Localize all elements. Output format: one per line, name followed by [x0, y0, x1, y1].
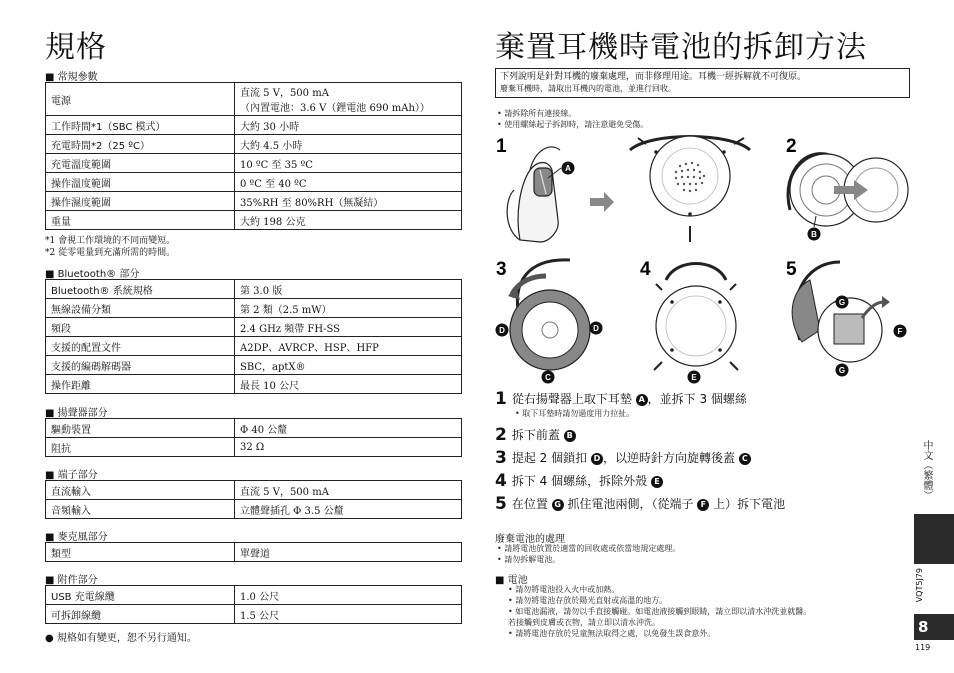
fig5-battery-removal [792, 262, 890, 362]
spec-label: 電源 [46, 83, 235, 116]
table-row [46, 605, 462, 624]
disposal-heading: 廢棄電池的處理 [495, 534, 565, 545]
spec-value: 35%RH 至 80%RH（無凝結） [235, 192, 462, 211]
spec-value: Φ 40 公釐 [235, 419, 462, 438]
svg-text:C: C [545, 373, 551, 382]
fig-label-e [688, 371, 701, 384]
table-row [46, 375, 462, 394]
spec-table-general [45, 82, 462, 230]
section-heading-general: ■ 常規參數 [45, 72, 98, 83]
fig-number-3: 3 [496, 259, 507, 280]
table-row [46, 356, 462, 375]
battery-precautions [508, 584, 908, 639]
svg-text:F: F [897, 327, 903, 336]
list-item: 若接觸到皮膚或衣物，請立即以清水沖洗。 [508, 618, 660, 627]
table-row [46, 299, 462, 318]
table-row [46, 337, 462, 356]
spec-table-speaker [45, 418, 462, 457]
spec-label: 操作溫度範圍 [46, 173, 235, 192]
table-row [46, 173, 462, 192]
spec-label: 重量 [46, 211, 235, 230]
step-marker-f: F [697, 499, 709, 511]
list-item: • 請勿將電池投入火中或加熱。 [508, 585, 620, 594]
section-heading-speaker: ■ 揚聲器部分 [45, 408, 108, 419]
next-arrow-icon [590, 192, 614, 212]
list-item: • 如電池漏液，請勿以手直接觸碰。如電池液接觸到眼睛，請立即以清水沖洗並就醫。 [508, 607, 812, 616]
spec-value: 大約 198 公克 [235, 211, 462, 230]
fig-label-f [894, 325, 907, 338]
fig-number-1: 1 [496, 136, 507, 157]
table-row [46, 543, 462, 562]
fig2-front-cover [788, 154, 908, 226]
section-heading-terminal: ■ 端子部分 [45, 470, 98, 481]
table-row [46, 154, 462, 173]
step-marker-c: C [739, 453, 751, 465]
spec-label: 操作距離 [46, 375, 235, 394]
footnote-1: *1 會視工作環境的不同而變短。 [45, 236, 176, 246]
svg-text:G: G [838, 298, 846, 307]
spec-label: 頻段 [46, 318, 235, 337]
fig4-housing-screws [654, 264, 738, 371]
disassembly-illustrations [490, 130, 915, 385]
spec-value: 1.5 公尺 [235, 605, 462, 624]
svg-text:D: D [499, 326, 505, 335]
footnote-2: *2 從零電量到充滿所需的時間。 [45, 248, 176, 258]
step-marker-d: D [591, 453, 603, 465]
table-row [46, 83, 462, 116]
spec-change-note: ● 規格如有變更，恕不另行通知。 [45, 633, 197, 644]
spec-value: 第 2 類（2.5 mW） [235, 299, 462, 318]
fig-label-g-top [836, 296, 849, 309]
spec-table-mic [45, 542, 462, 562]
fig-label-c [542, 371, 555, 384]
section-heading-accessory: ■ 附件部分 [45, 575, 98, 586]
notice-box [495, 68, 910, 98]
spec-label: 可拆卸線纜 [46, 605, 235, 624]
spec-value: 2.4 GHz 頻帶 FH-SS [235, 318, 462, 337]
spec-value: 立體聲插孔 Φ 3.5 公釐 [235, 500, 462, 519]
spec-label: 阻抗 [46, 438, 235, 457]
notice-line-1: 下列說明是針對耳機的廢棄處理，而非修理用途。耳機一經拆解就不可復原。 [500, 72, 807, 82]
page-number: 8 [914, 614, 954, 640]
spec-value: 大約 30 小時 [235, 116, 462, 135]
fig3-rotate-cover [508, 260, 590, 370]
spec-table-bluetooth [45, 279, 462, 394]
language-tab-label: 中文（繁體） [921, 440, 932, 500]
spec-value: 0 ºC 至 40 ºC [235, 173, 462, 192]
spec-value: SBC，aptX® [235, 356, 462, 375]
document-code: VQT5J79 [915, 568, 924, 603]
page-title-battery-removal: 棄置耳機時電池的拆卸方法 [495, 30, 867, 65]
spec-label: USB 充電線纜 [46, 586, 235, 605]
spec-value: A2DP、AVRCP、HSP、HFP [235, 337, 462, 356]
fig-label-g-bottom [836, 364, 849, 377]
notice-line-2: 廢棄耳機時，請取出耳機內的電池，並進行回收。 [500, 84, 676, 93]
table-row [46, 481, 462, 500]
fig-number-4: 4 [640, 259, 651, 280]
bullet-remove-cables: • 請拆除所有連接線。 [497, 109, 577, 118]
svg-text:E: E [691, 373, 697, 382]
list-item: • 請將電池存放於兒童無法取得之處，以免發生誤食意外。 [508, 629, 716, 638]
spec-label: 工作時間*1（SBC 模式） [46, 116, 235, 135]
spec-value: 大約 4.5 小時 [235, 135, 462, 154]
spec-label: 直流輸入 [46, 481, 235, 500]
list-item: • 請勿將電池存放於陽光直射或高溫的地方。 [508, 596, 668, 605]
spec-label: 音頻輸入 [46, 500, 235, 519]
table-row [46, 318, 462, 337]
step-marker-e: E [651, 476, 663, 488]
table-row [46, 438, 462, 457]
step-5: 5 在位置 G 抓住電池兩側，（從端子 F 上）拆下電池 [495, 494, 786, 514]
section-heading-bluetooth: ■ Bluetooth® 部分 [45, 269, 140, 280]
spec-label: Bluetooth® 系統規格 [46, 280, 235, 299]
step-marker-a: A [636, 394, 648, 406]
spec-value: 1.0 公尺 [235, 586, 462, 605]
spec-label: 支援的配置文件 [46, 337, 235, 356]
section-heading-mic: ■ 麥克風部分 [45, 532, 108, 543]
svg-text:G: G [838, 366, 846, 375]
table-row [46, 192, 462, 211]
spec-label: 支援的編碼解碼器 [46, 356, 235, 375]
battery-heading: ■ 電池 [495, 575, 528, 586]
spec-value: 直流 5 V，500 mA [235, 481, 462, 500]
spec-label: 充電溫度範圍 [46, 154, 235, 173]
spec-value: 32 Ω [235, 438, 462, 457]
step-3: 3 提起 2 個鎖扣 D ，以逆時針方向旋轉後蓋 C [495, 450, 751, 466]
spec-label: 無線設備分類 [46, 299, 235, 318]
spec-value: 10 ºC 至 35 ºC [235, 154, 462, 173]
disposal-item: • 請將電池放置於適當的回收處或依當地規定處理。 [497, 544, 681, 553]
table-row [46, 280, 462, 299]
spec-value: 最長 10 公尺 [235, 375, 462, 394]
table-row [46, 419, 462, 438]
table-row [46, 500, 462, 519]
fig1-hand-earpad [507, 147, 560, 242]
table-row [46, 586, 462, 605]
svg-text:B: B [811, 230, 817, 239]
step-1-note: • 取下耳墊時請勿過度用力拉扯。 [515, 409, 635, 418]
table-row [46, 116, 462, 135]
sub-page-number: 119 [915, 643, 931, 652]
spec-label: 類型 [46, 543, 235, 562]
step-marker-b: B [564, 430, 576, 442]
fig-number-2: 2 [786, 136, 797, 157]
spec-value [235, 83, 462, 116]
step-2: 2 拆下前蓋 B [495, 427, 576, 443]
page-title-specifications: 規格 [45, 30, 107, 65]
spec-value-line: （內置電池：3.6 V（鋰電池 690 mAh）） [240, 103, 430, 114]
language-tab-block [914, 514, 954, 564]
spec-label: 充電時間*2（25 ºC） [46, 135, 235, 154]
disposal-item: • 請勿拆解電池。 [497, 555, 561, 564]
spec-table-terminal [45, 480, 462, 519]
spec-value: 第 3.0 版 [235, 280, 462, 299]
spec-label: 驅動裝置 [46, 419, 235, 438]
step-4: 4 拆下 4 個螺絲，拆除外殼 E [495, 473, 663, 489]
spec-label: 操作濕度範圍 [46, 192, 235, 211]
fig1-speaker-screws [630, 136, 750, 242]
spec-table-accessory [45, 585, 462, 624]
spec-value-line: 直流 5 V，500 mA [240, 88, 329, 99]
table-row [46, 135, 462, 154]
fig-label-d-left [496, 324, 509, 337]
svg-text:D: D [593, 324, 599, 333]
fig-label-a [562, 162, 575, 175]
fig-label-d-right [590, 322, 603, 335]
spec-value: 單聲道 [235, 543, 462, 562]
fig-label-b [808, 228, 821, 241]
fig-number-5: 5 [786, 259, 797, 280]
step-marker-g: G [552, 499, 564, 511]
bullet-screwdriver-caution: • 使用螺絲起子拆卸時，請注意避免受傷。 [497, 120, 649, 129]
svg-text:A: A [565, 164, 571, 173]
table-row [46, 211, 462, 230]
step-1: 1 從右揚聲器上取下耳墊 A ，並拆下 3 個螺絲 [495, 389, 747, 409]
